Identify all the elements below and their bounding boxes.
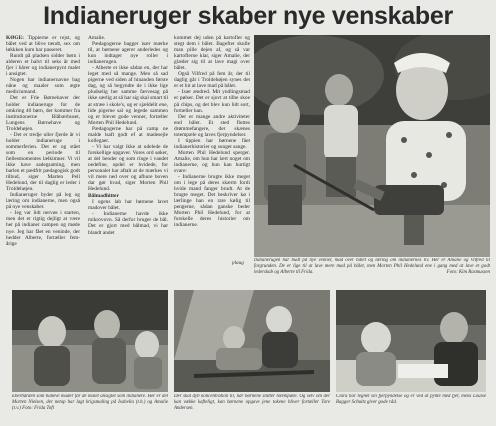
paragraph: Pædagogerne bagger især mærke til, at børnene agerer anderledes og kun indtager nye roller i indianerugen. [88, 41, 168, 66]
paragraph: - Indianerne havde ikke mikrovovn. Så derfor bruger de bål. Det er gjort med bålmad, vi har blandt andet [88, 211, 168, 236]
article-column-2 [88, 35, 168, 287]
paragraph: Morten Phil Hedelund sperger. Amalie, om hun har lært noget om indianerne, og hun kan hurtigt svare: [174, 149, 250, 175]
paragraph: Amalie. [88, 35, 106, 41]
paragraph: - Det er tredje uller fjerde år vi holder indianeruge i sommerferien. Det er og stået som en periode til fællesmomentes lælkimner. Vi vil ikke have sadegsaming, men barlen et pædfrit pædagogisk godt tilbud, siger Marten Pell Hedelund, der til daglig er leder i Troldehøjen. [6, 131, 80, 193]
paragraph [6, 35, 80, 53]
photo-face-paint-icon [12, 290, 168, 392]
photo-credit: Foto: Kim Rasmussen [446, 269, 490, 275]
bottom-caption-3: Clara har tegnet sin fjerpyndelse og er ved at pynte med fjer, mens Louise Bagger Schultz giver gode råd. [336, 394, 486, 405]
paragraph: I ugens lab har børnene lavet madover bålet. [88, 199, 168, 212]
paragraph: kommet dej uden på kartofler og stegt dem i bålet. Bagefter skulle man pille dejen af, og så var kartoflerne klar, siger Amalie, der glæder sig til at lave magi over bålet. [174, 35, 250, 72]
bottom-caption-1: Eberhården som baneve mader får de malet ansigtet som indianere. Her er det Morten Nielsen, der netop har lagt krigsmaling på Isabella (t.h.) og Amalie (t.v.) Foto: Frida Toft [12, 394, 168, 411]
paragraph: - Indianerne brugte ikke meget om i lege på deres skærm fordi hvide mand fanger brudt. At de brugte meget. Det beskriver kø i lærlinge han en rare kølig til pengerne, sådan ganske beder Morten Phil Hedelund, for at forskelle deres historier om indianerne. [174, 174, 250, 229]
subheading: Bålmadhitter [88, 193, 119, 200]
article-column-3 [174, 35, 250, 287]
bottom-photo-3 [336, 290, 486, 392]
page-headline: Indianeruger skaber nye venskaber [43, 2, 453, 30]
paragraph: Indianeruger byder på leg og læring om indianerne, men også på nye venskaber. [6, 192, 80, 211]
photo-tag: plaug [232, 260, 244, 266]
paragraph: - Alberte er ikke sådan en, der har leget med så mange. Men så sad pigerne ved siden af hinanden første dag, og så begyndte de i ikke lige pludselig her samme færvesag på ikke særlig at så har sig skal smart til at stræe i skole's, og er sjældelit ene, lide pigerne sal og legede sammen og er blevet gode venner, fortæller Morten Phil Hedelund. [88, 65, 168, 126]
paragraph-text: Tippierne er rejst, og bålet ved at blive tændt, sex om løkkken kum har passeret. [6, 35, 80, 54]
paragraph: Rundt på pladsen sidder børn i alderen et halvt til seks år med fjer i hårer og indianerpynt malet i ansigtet. [6, 53, 80, 78]
photo-totem-carving-icon [174, 290, 330, 392]
bottom-photo-2 [174, 290, 330, 392]
main-photo-caption [254, 258, 490, 284]
paragraph: I tippien har børnene fået indianerhistorier og sunget sange. [174, 137, 250, 150]
main-photo [254, 35, 490, 257]
dateline-keyword: KØGE: [6, 35, 24, 41]
paragraph: - Jeg var lidt nervøs i starten, men det er rigtig dejligt at være her på indianer campen og møde nye. Jeg har fået en veninde, der hedder Alberte, fortæller fem-årige [6, 210, 80, 247]
paragraph: Det er Frie Børnehaver der holder indianeruge for de omkring 40 børn, der kommer fra institutionerne Blåbærhuset, Lungens Børnehave og Troldehøjen. [6, 95, 80, 132]
paragraph: - Især ændred. Mit yndlingsmad er pølser. Det er sjovt at tilbe skoe på chips, og det blev kun lidt sort, fortæller han. [174, 89, 250, 114]
photo-feather-craft-icon [336, 290, 486, 392]
paragraph: Der er mange andre aktiviteter end bålet. Et sted flottes drømmefangere, der skænes totempæle og laves fjerpyndelser. [174, 113, 250, 138]
bottom-photo-1 [12, 290, 168, 392]
photo-children-camp-icon [254, 35, 490, 257]
bottom-caption-2: Der skal dyb koncentration til, når børnene snitter totempæle. Og selv om der kan vække kafteligt, kan børnene opgave jene tokene bliver fortæller Tore Andersen. [174, 394, 330, 411]
caption-text: Indianerugen har budt på nye venner, mad over bålet og læring om indianernes liv. Her er Amalie og Vilfred til forgrunden. De er lige til at lave mere mad på bålet, men Morten Phil Hedelund ene i gang med at lave et godt lederskab og Alberte til Frida. [254, 258, 490, 275]
paragraph: Pædagogerne har på camp ne malde lsaft godt ef at madesejle kollegaer. [88, 125, 168, 144]
paragraph: - Vi har valgt ikke at udelede de forskellige opgaver. Vores ord søker, at del bender og som ringe i vandet nedefine, opdel er hvidede, for personalet har aftalt at de mærkes vi vil mere ned over og afhure boven dar gør hvad, siger Morten Phil Hedelund. [88, 143, 168, 193]
paragraph: Også Vilfred på fem år, der til daglig går i Troldehøjen synes det er et hit at lave mad på bålet. [174, 71, 250, 90]
paragraph: Nogen har indianernavne bag nåne og maaler som ægte medicinmand. [6, 77, 80, 96]
